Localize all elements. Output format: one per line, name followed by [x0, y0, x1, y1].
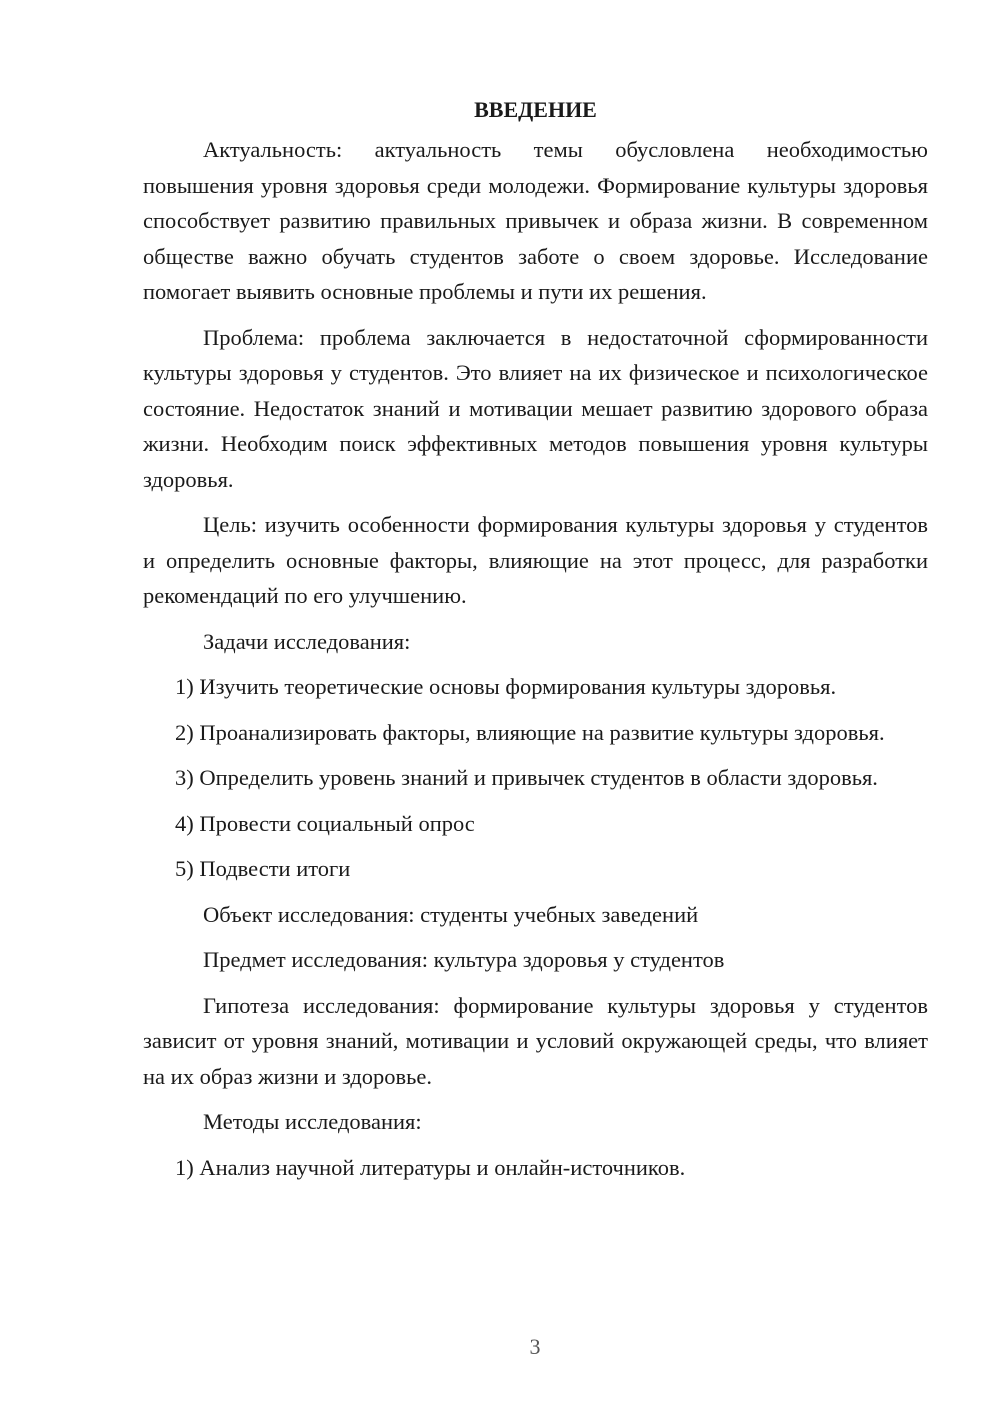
goal-paragraph: Цель: изучить особенности формирования культуры здоровья у студентов и определить основные факторы, влияющие на этот процесс, для разработки рекомендаций по его улучшению. — [143, 512, 928, 608]
task-item-4: 4) Провести социальный опрос — [175, 810, 475, 836]
page-number: 3 — [529, 1334, 541, 1359]
relevance-paragraph: Актуальность: актуальность темы обусловлена необходимостью повышения уровня здоровья среди молодежи. Формирование культуры здоровья способствует развитию правильных привычек и образа жизни. В современном обществе важно обучать студентов заботе о своем здоровье. Исследование помогает выявить основные проблемы и пути их решения. — [143, 137, 928, 304]
method-item-1: 1) Анализ научной литературы и онлайн-источников. — [175, 1154, 686, 1180]
hypothesis-paragraph: Гипотеза исследования: формирование культуры здоровья у студентов зависит от уровня знаний, мотивации и условий окружающей среды, что влияет на их образ жизни и здоровье. — [143, 992, 928, 1089]
document-page — [143, 92, 928, 1195]
tasks-heading: Задачи исследования: — [203, 628, 411, 654]
methods-heading: Методы исследования: — [203, 1109, 422, 1134]
task-item-2: 2) Проанализировать факторы, влияющие на развитие культуры здоровья. — [175, 719, 885, 745]
task-item-3: 3) Определить уровень знаний и привычек студентов в области здоровья. — [175, 765, 878, 790]
task-item-5: 5) Подвести итоги — [175, 856, 351, 881]
object-paragraph: Объект исследования: студенты учебных заведений — [203, 901, 699, 927]
task-item-1: 1) Изучить теоретические основы формирования культуры здоровья. — [175, 674, 837, 699]
subject-paragraph: Предмет исследования: культура здоровья у студентов — [203, 947, 725, 972]
document-title: ВВЕДЕНИЕ — [474, 97, 597, 122]
problem-paragraph: Проблема: проблема заключается в недостаточной сформированности культуры здоровья у студентов. Это влияет на их физическое и психологическое состояние. Недостаток знаний и мотивации мешает развитию здорового образа жизни. Необходим поиск эффективных методов повышения уровня культуры здоровья. — [143, 324, 928, 492]
